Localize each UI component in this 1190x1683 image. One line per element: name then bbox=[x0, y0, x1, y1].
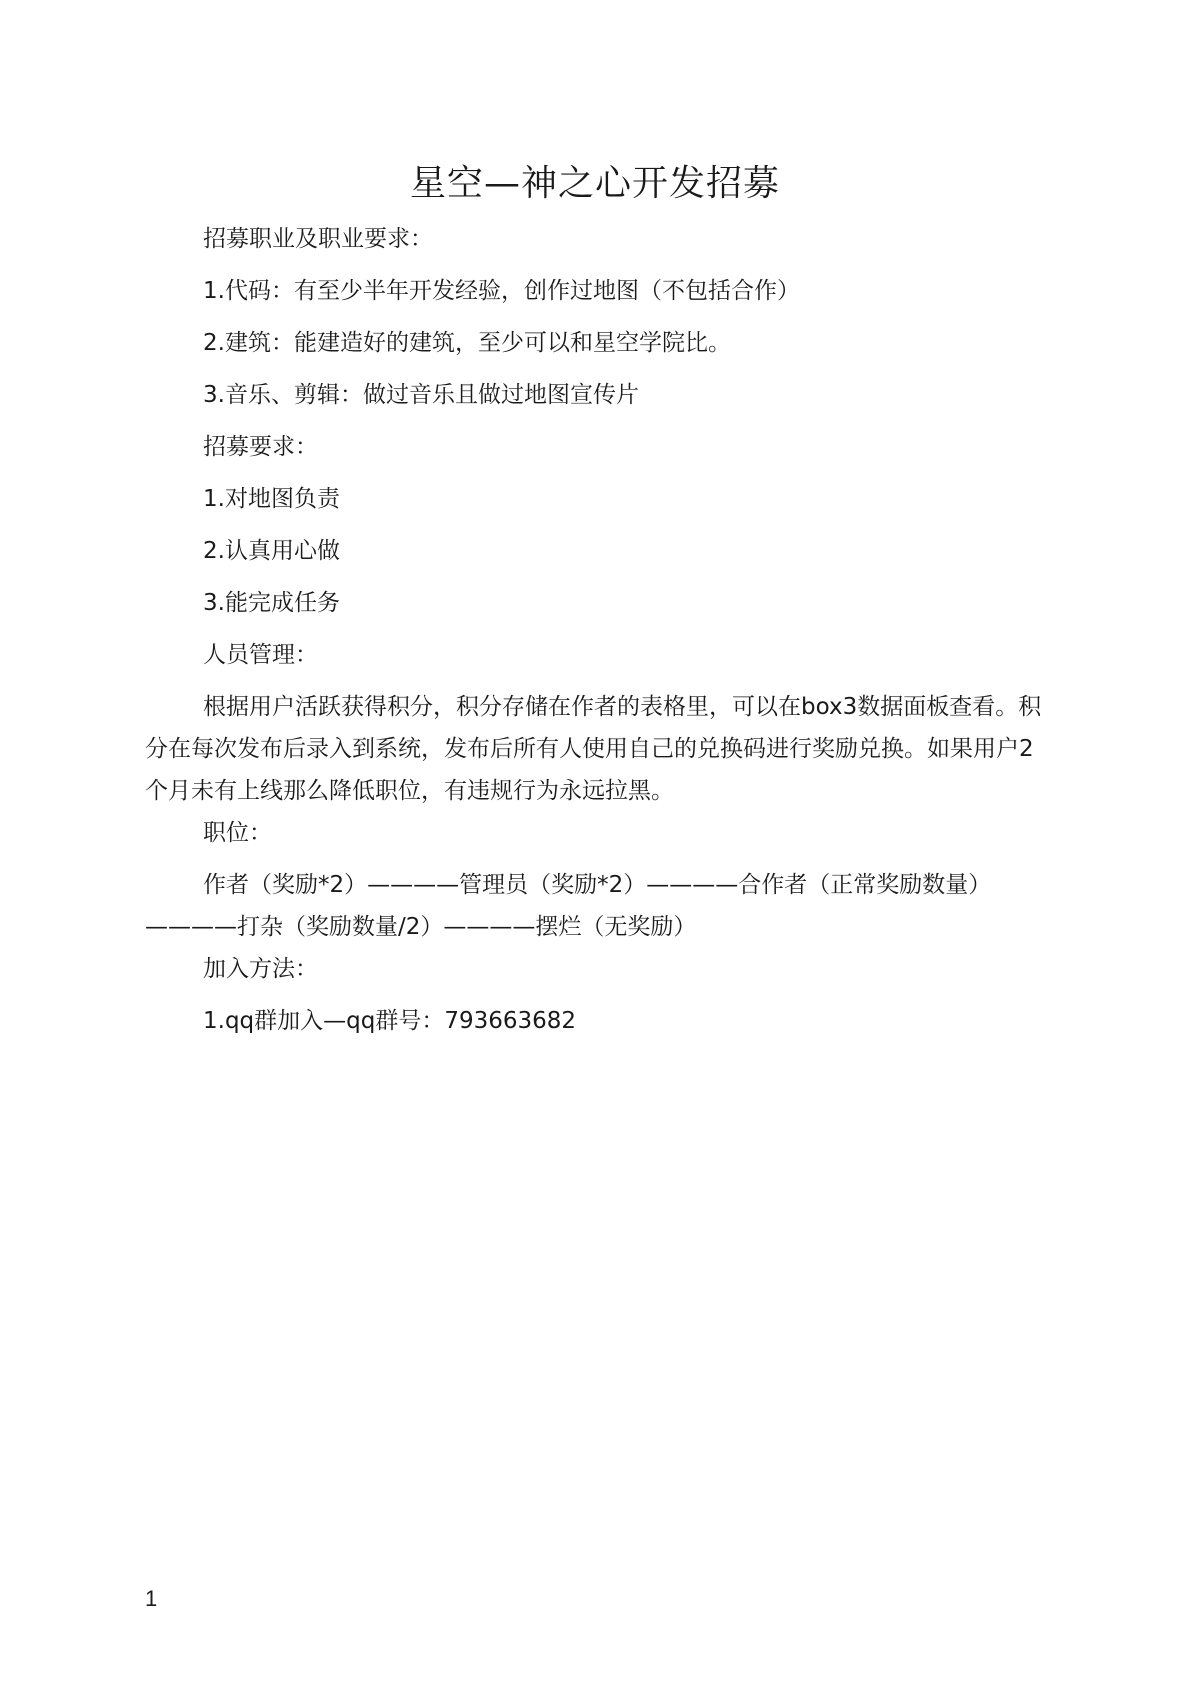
section-heading-positions-list: 职位： bbox=[203, 820, 272, 846]
section-heading-join: 加入方法： bbox=[203, 956, 318, 982]
requirement-code: 1.代码：有至少半年开发经验，创作过地图（不包括合作） bbox=[203, 278, 800, 304]
section-heading-management: 人员管理： bbox=[203, 642, 318, 668]
section-heading-positions: 招募职业及职业要求： bbox=[203, 226, 433, 252]
positions-hierarchy: 作者（奖励*2）————管理员（奖励*2）————合作者（正常奖励数量）————打杂（奖励数量/2）————摆烂（无奖励） bbox=[145, 872, 992, 940]
section-heading-requirements: 招募要求： bbox=[203, 434, 318, 460]
page-number: 1 bbox=[145, 1586, 158, 1611]
requirement-item-3: 3.能完成任务 bbox=[203, 590, 340, 616]
document-title: 星空—神之心开发招募 bbox=[409, 163, 780, 204]
requirement-music-editing: 3.音乐、剪辑：做过音乐且做过地图宣传片 bbox=[203, 382, 639, 408]
management-description: 根据用户活跃获得积分，积分存储在作者的表格里，可以在box3数据面板查看。积分在每次发布后录入到系统，发布后所有人使用自己的兑换码进行奖励兑换。如果用户2个月未有上线那么降低职位，有违规行为永远拉黑。 bbox=[145, 694, 1042, 804]
requirement-item-1: 1.对地图负责 bbox=[203, 486, 340, 512]
requirement-building: 2.建筑：能建造好的建筑，至少可以和星空学院比。 bbox=[203, 330, 731, 356]
join-method-qq: 1.qq群加入—qq群号：793663682 bbox=[203, 1008, 577, 1034]
requirement-item-2: 2.认真用心做 bbox=[203, 538, 340, 564]
